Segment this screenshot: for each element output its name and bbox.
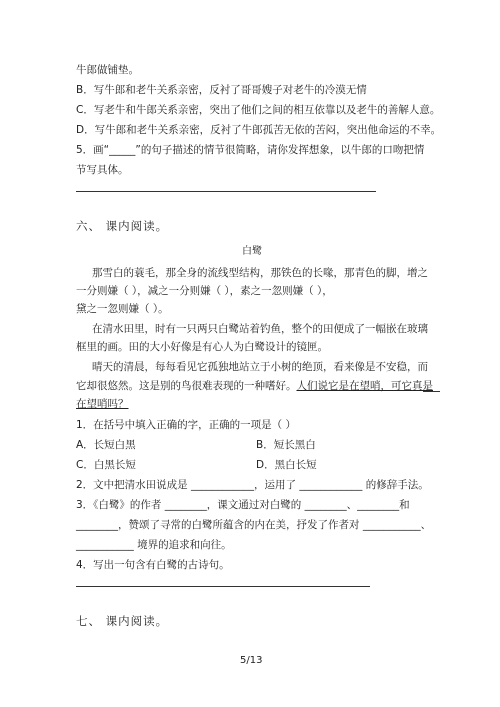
paragraph-line (76, 379, 433, 393)
paragraph-line: 黛之一忽则嫌（ ）。 (76, 303, 169, 315)
underline-extension (423, 391, 440, 392)
question-3: 3．《白鹭》的作者 ________，课文通过对白鹭的 ________、________和 (76, 499, 410, 511)
paragraph-line: 框里的画。田的大小好像是有心人为白鹭设计的镜匣。 (76, 341, 328, 353)
paragraph-segment: 它却很悠然。这是别的鸟很难表现的一种嗜好。 (76, 380, 297, 392)
paragraph-line: 晴天的清晨，每每看见它孤独地站立于小树的绝顶，看来像是不安稳，而 (92, 361, 428, 373)
choice-a: A．长短白黑 (76, 439, 136, 451)
underlined-sentence-end: 在望哨吗？ (76, 398, 129, 410)
answer-line (76, 191, 376, 192)
question-3-cont: ___________ 境界的追求和向往。 (76, 539, 232, 551)
paragraph-line: 在清水田里，时有一只两只白鹭站着钓鱼，整个的田便成了一幅嵌在玻璃 (92, 323, 428, 335)
option-d: D．写牛郎和老牛关系亲密，反衬了牛郎孤苦无依的苦闷，突出他命运的不幸。 (76, 124, 442, 136)
question-2: 2．文中把清水田说成是 ____________，运用了 ____________ 的修辞手法。 (76, 479, 429, 491)
choice-d: D．黑白长短 (256, 459, 317, 471)
underlined-sentence: 人们说它是在望哨，可它真是 (296, 380, 433, 392)
section-heading-6: 六、 课内阅读。 (76, 219, 169, 233)
question-5-text: ”的句子描述的情节很简略，请你发挥想象，以牛郎的口吻把情 (135, 144, 425, 156)
option-c: C．写老牛和牛郎关系亲密，突出了他们之间的相互依靠以及老牛的善解人意。 (76, 104, 441, 116)
question-5 (76, 143, 424, 157)
section-heading-7: 七、 课内阅读。 (76, 614, 169, 628)
answer-line (76, 586, 370, 587)
page-number: 5/13 (240, 655, 263, 666)
paragraph-line: 一分则嫌（ ），减之一分则嫌（ ），素之一忽则嫌（ ）， (76, 285, 333, 297)
choice-c: C．白黑长短 (76, 459, 136, 471)
choice-b: B．短长黑白 (256, 439, 316, 451)
question-3-cont: ________，赞颂了寻常的白鹭所蕴含的内在美，抒发了作者对 ___________、 (76, 519, 432, 531)
question-5-cont: 节写具体。 (76, 164, 129, 176)
paragraph-line: 那雪白的蓑毛，那全身的流线型结构，那铁色的长喙，那青色的脚，增之 (92, 267, 428, 279)
question-1: 1．在括号中填入正确的字，正确的一项是（ ） (76, 419, 297, 431)
text-line: 牛郎做铺垫。 (76, 64, 139, 76)
question-5-prefix: 5．画“ (76, 144, 110, 156)
question-4: 4．写出一句含有白鹭的古诗句。 (76, 559, 230, 571)
option-b: B．写牛郎和老牛关系亲密，反衬了哥哥嫂子对老牛的冷漠无情 (76, 84, 367, 96)
passage-title: 白鹭 (242, 246, 262, 257)
question-5-blank: _____ (109, 144, 136, 156)
